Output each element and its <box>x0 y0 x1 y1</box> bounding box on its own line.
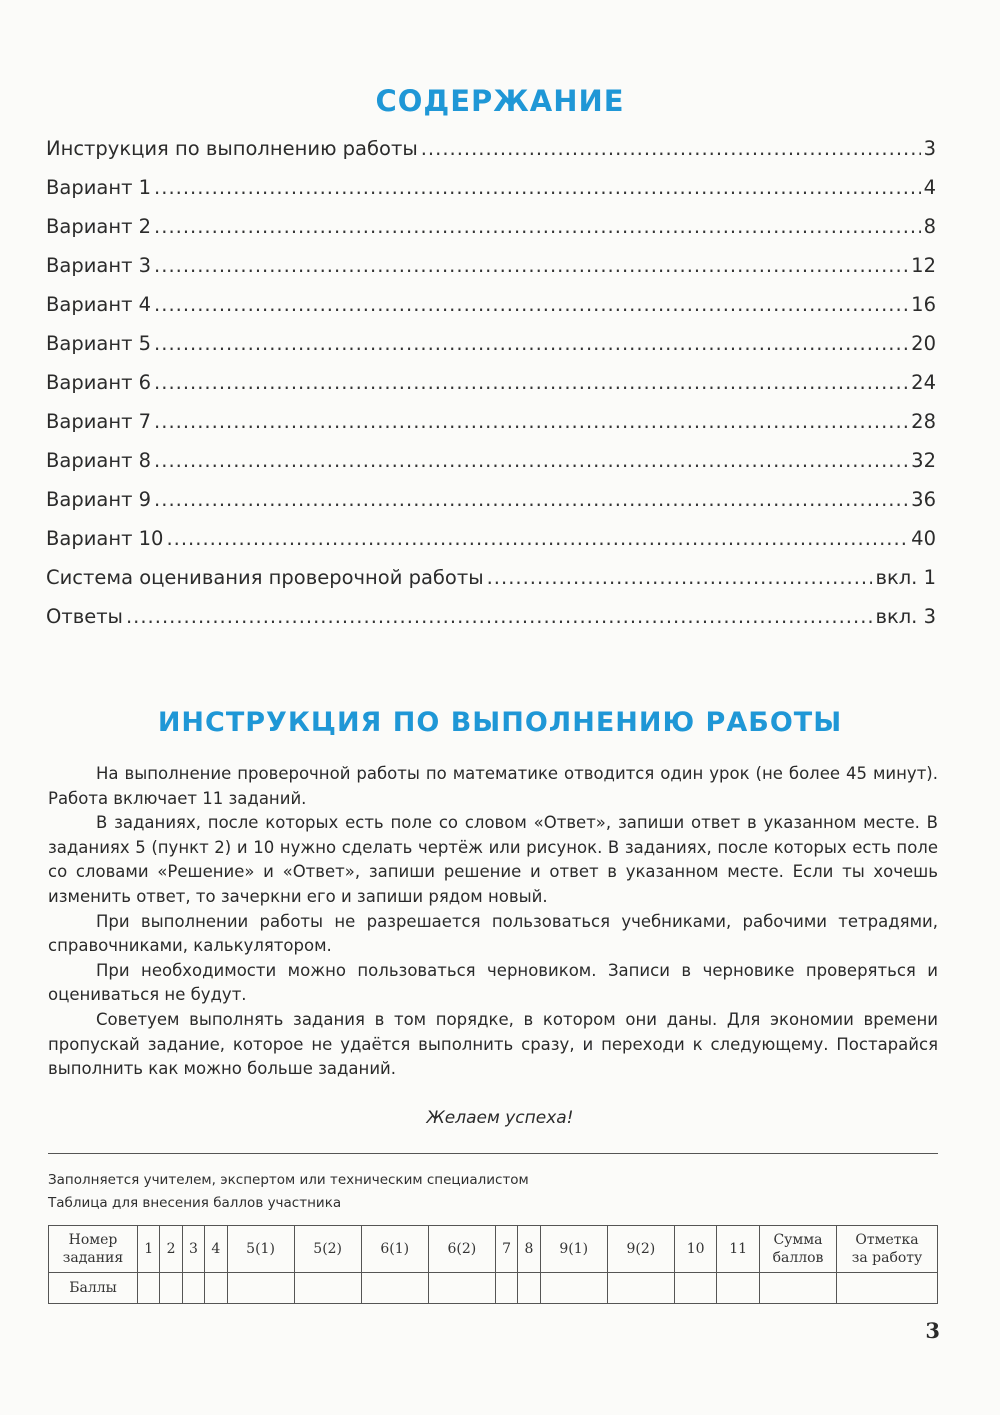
toc-entry-label: Ответы <box>46 605 123 628</box>
toc-entry <box>46 449 936 488</box>
score-table-caption: Таблица для внесения баллов участника <box>48 1195 342 1211</box>
mark-cell[interactable] <box>837 1273 938 1304</box>
toc-entry-label: Вариант 8 <box>46 449 152 472</box>
points-cell[interactable] <box>227 1273 294 1304</box>
instructions-paragraph: При выполнении работы не разрешается пользоваться учебниками, рабочими тетрадями, справочниками, калькулятором. <box>48 911 938 956</box>
points-cell[interactable] <box>182 1273 204 1304</box>
points-cell[interactable] <box>717 1273 760 1304</box>
toc-leader-dots <box>154 176 921 199</box>
toc-title: СОДЕРЖАНИЕ <box>375 84 625 118</box>
toc-leader-dots <box>154 293 908 316</box>
instructions-paragraph: В заданиях, после которых есть поле со словом «Ответ», запиши ответ в указанном месте. В заданиях 5 (пункт 2) и 10 нужно сделать чертёж или рисунок. В заданиях, после которых есть поле со словами «Решение» и «Ответ», запиши решение и ответ в указанном месте. Если ты хочешь изменить ответ, то зачеркни его и запиши рядом новый. <box>48 813 938 906</box>
task-number-cell: 9(2) <box>607 1226 674 1273</box>
toc-leader-dots <box>154 371 908 394</box>
toc-entry-page: 3 <box>923 137 936 160</box>
toc-entry-label: Вариант 9 <box>46 488 152 511</box>
points-cell[interactable] <box>205 1273 227 1304</box>
table-of-contents <box>46 137 936 644</box>
task-number-cell: 2 <box>160 1226 182 1273</box>
task-number-label: Номер <box>68 1232 118 1248</box>
toc-entry-label: Вариант 1 <box>46 176 152 199</box>
toc-entry-label: Вариант 10 <box>46 527 164 550</box>
points-label-cell: Баллы <box>49 1273 138 1304</box>
toc-entry-page: 16 <box>911 293 936 316</box>
task-number-cell: 1 <box>138 1226 160 1273</box>
points-cell[interactable] <box>540 1273 607 1304</box>
mark-header-cell <box>837 1226 938 1273</box>
task-number-label-2: задания <box>62 1250 124 1266</box>
mark-header-2: за работу <box>851 1250 923 1266</box>
sum-cell[interactable] <box>760 1273 837 1304</box>
toc-entry-label: Вариант 4 <box>46 293 152 316</box>
score-table-points-row <box>49 1273 938 1304</box>
task-number-cell: 3 <box>182 1226 204 1273</box>
task-number-cell: 8 <box>518 1226 540 1273</box>
toc-entry-page: вкл. 1 <box>875 566 936 589</box>
toc-leader-dots <box>487 566 873 589</box>
sum-header-cell <box>760 1226 837 1273</box>
toc-entry-page: 8 <box>923 215 936 238</box>
toc-leader-dots <box>166 527 908 550</box>
task-number-cell: 5(2) <box>294 1226 361 1273</box>
toc-entry-page: 20 <box>911 332 936 355</box>
toc-entry-page: 4 <box>923 176 936 199</box>
toc-entry-page: 36 <box>911 488 936 511</box>
toc-entry <box>46 176 936 215</box>
toc-leader-dots <box>154 332 908 355</box>
sum-header-2: баллов <box>772 1250 824 1266</box>
toc-entry-label: Система оценивания проверочной работы <box>46 566 484 589</box>
instructions-paragraph: Советуем выполнять задания в том порядке, в котором они даны. Для экономии времени пропускай задание, которое не удаётся выполнить сразу, и переходи к следующему. Постарайся выполнить как можно больше заданий. <box>48 1009 938 1079</box>
toc-entry <box>46 293 936 332</box>
task-number-cell: 4 <box>205 1226 227 1273</box>
toc-entry <box>46 332 936 371</box>
toc-entry <box>46 605 936 644</box>
task-number-cell: 6(1) <box>361 1226 428 1273</box>
toc-entry <box>46 410 936 449</box>
task-number-cell: 9(1) <box>540 1226 607 1273</box>
toc-leader-dots <box>154 449 908 472</box>
points-cell[interactable] <box>674 1273 716 1304</box>
toc-leader-dots <box>154 488 908 511</box>
sum-header: Сумма <box>773 1232 823 1248</box>
toc-entry-page: 32 <box>911 449 936 472</box>
mark-header: Отметка <box>855 1232 919 1248</box>
toc-entry-label: Инструкция по выполнению работы <box>46 137 418 160</box>
instructions-title: ИНСТРУКЦИЯ ПО ВЫПОЛНЕНИЮ РАБОТЫ <box>157 707 843 738</box>
points-cell[interactable] <box>294 1273 361 1304</box>
toc-leader-dots <box>154 410 908 433</box>
toc-entry-page: 40 <box>911 527 936 550</box>
points-cell[interactable] <box>607 1273 674 1304</box>
instructions-body <box>48 762 938 1082</box>
toc-entry <box>46 137 936 176</box>
toc-leader-dots <box>154 254 908 277</box>
toc-entry-page: 12 <box>911 254 936 277</box>
toc-entry-label: Вариант 2 <box>46 215 152 238</box>
instructions-paragraph: При необходимости можно пользоваться черновиком. Записи в черновике проверяться и оцениваться не будут. <box>48 960 938 1005</box>
toc-entry <box>46 254 936 293</box>
toc-leader-dots <box>154 215 921 238</box>
toc-entry-label: Вариант 7 <box>46 410 152 433</box>
points-cell[interactable] <box>361 1273 428 1304</box>
task-number-cell: 11 <box>717 1226 760 1273</box>
task-number-cell: 6(2) <box>428 1226 495 1273</box>
points-cell[interactable] <box>138 1273 160 1304</box>
instructions-paragraph: На выполнение проверочной работы по математике отводится один урок (не более 45 минут). Работа включает 11 заданий. <box>48 764 938 808</box>
page-number: 3 <box>925 1318 940 1343</box>
good-luck-wish: Желаем успеха! <box>426 1108 574 1128</box>
task-number-cell: 5(1) <box>227 1226 294 1273</box>
toc-entry <box>46 566 936 605</box>
toc-entry-page: вкл. 3 <box>875 605 936 628</box>
divider-line <box>48 1153 938 1154</box>
points-cell[interactable] <box>428 1273 495 1304</box>
toc-leader-dots <box>421 137 921 160</box>
toc-entry <box>46 371 936 410</box>
toc-entry <box>46 527 936 566</box>
toc-entry-page: 24 <box>911 371 936 394</box>
toc-entry <box>46 215 936 254</box>
task-number-cell: 10 <box>674 1226 716 1273</box>
toc-entry-label: Вариант 6 <box>46 371 152 394</box>
filled-by-note: Заполняется учителем, экспертом или техническим специалистом <box>48 1172 529 1188</box>
score-table-header-row <box>49 1226 938 1273</box>
points-cell[interactable] <box>495 1273 517 1304</box>
toc-entry <box>46 488 936 527</box>
toc-entry-label: Вариант 5 <box>46 332 152 355</box>
points-cell[interactable] <box>518 1273 540 1304</box>
task-number-label-cell <box>49 1226 138 1273</box>
toc-entry-label: Вариант 3 <box>46 254 152 277</box>
score-table <box>48 1225 938 1304</box>
task-number-cell: 7 <box>495 1226 517 1273</box>
toc-leader-dots <box>126 605 873 628</box>
points-cell[interactable] <box>160 1273 182 1304</box>
toc-entry-page: 28 <box>911 410 936 433</box>
